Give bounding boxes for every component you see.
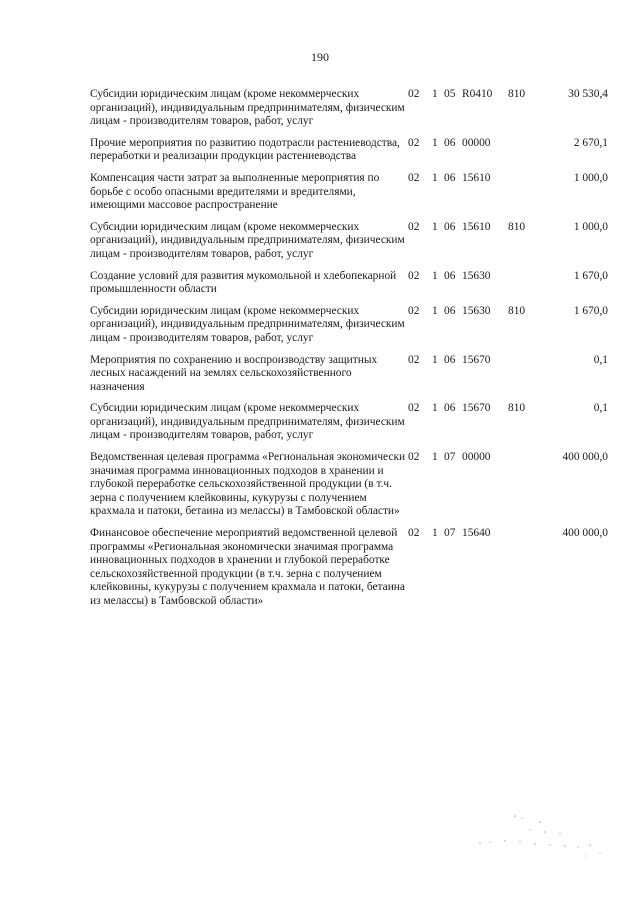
cell-c3: 06 bbox=[444, 136, 456, 149]
cell-c4: 15610 bbox=[462, 171, 491, 184]
cell-c3: 06 bbox=[444, 353, 456, 366]
table-row bbox=[90, 354, 608, 403]
cell-amount: 1 670,0 bbox=[573, 269, 608, 282]
cell-name: Субсидии юридическим лицам (кроме некоммерческих организаций), индивидуальным предпринимателям, физическим лицам - производителям товаров, работ, услуг bbox=[90, 220, 405, 260]
cell-amount: 2 670,1 bbox=[573, 136, 608, 149]
cell-c2: 1 bbox=[432, 88, 438, 100]
cell-c4: 15670 bbox=[462, 402, 491, 415]
cell-c3: 06 bbox=[444, 402, 456, 415]
cell-c1: 02 bbox=[408, 451, 420, 464]
cell-name: Ведомственная целевая программа «Региональная экономически значимая программа инновационных подходов в хранении и глубокой переработке сельскохозяйственной продукции (в т.ч. зерна с получением клейковины, кукурузы с получением крахмала и патоки, бетаина из мелассы) в Тамбовской области» bbox=[90, 451, 406, 518]
cell-c3: 07 bbox=[444, 451, 456, 464]
table-row bbox=[90, 451, 608, 527]
cell-name: Компенсация части затрат за выполненные мероприятия по борьбе с особо опасными вредителями и вредителями, имеющими массовое распространение bbox=[90, 171, 380, 212]
cell-c2: 1 bbox=[432, 304, 438, 317]
cell-c4: R0410 bbox=[462, 88, 493, 100]
cell-vr bbox=[508, 354, 548, 403]
cell-c4: 15670 bbox=[462, 353, 491, 366]
cell-name: Субсидии юридическим лицам (кроме некоммерческих организаций), индивидуальным предпринимателям, физическим лицам - производителям товаров, работ, услуг bbox=[90, 402, 405, 442]
cell-vr bbox=[508, 527, 548, 617]
table-row bbox=[90, 88, 608, 137]
cell-vr bbox=[508, 270, 548, 305]
cell-name: Мероприятия по сохранению и воспроизводству защитных лесных насаждений на землях сельскохозяйственного назначения bbox=[90, 353, 378, 393]
cell-c1: 02 bbox=[408, 304, 420, 317]
cell-c2: 1 bbox=[432, 269, 438, 282]
table-row bbox=[90, 270, 608, 305]
cell-amount: 0,1 bbox=[593, 402, 608, 415]
cell-amount: 1 000,0 bbox=[573, 220, 608, 233]
cell-amount: 400 000,0 bbox=[562, 527, 608, 540]
cell-c3: 06 bbox=[444, 171, 456, 184]
cell-name: Субсидии юридическим лицам (кроме некоммерческих организаций), индивидуальным предпринимателям, физическим лицам - производителям товаров, работ, услуг bbox=[90, 88, 405, 128]
cell-amount: 1 670,0 bbox=[573, 304, 608, 317]
cell-c1: 02 bbox=[408, 220, 420, 233]
cell-vr bbox=[508, 172, 548, 221]
cell-c3: 06 bbox=[444, 269, 456, 282]
cell-c4: 00000 bbox=[462, 451, 491, 464]
cell-c1: 02 bbox=[408, 88, 420, 100]
cell-c2: 1 bbox=[432, 220, 438, 233]
cell-c3: 06 bbox=[444, 304, 456, 317]
page-number: 190 bbox=[311, 50, 329, 64]
scan-marks bbox=[460, 808, 610, 868]
cell-c1: 02 bbox=[408, 353, 420, 366]
cell-c1: 02 bbox=[408, 269, 420, 282]
table-row bbox=[90, 305, 608, 354]
cell-c3: 07 bbox=[444, 527, 456, 540]
cell-vr bbox=[508, 137, 548, 172]
table-row bbox=[90, 172, 608, 221]
cell-amount: 0,1 bbox=[593, 353, 608, 366]
cell-name: Прочие мероприятия по развитию подотрасли растениеводства, переработки и реализации продукции растениеводства bbox=[90, 136, 400, 163]
table-row bbox=[90, 137, 608, 172]
cell-vr: 810 bbox=[508, 220, 526, 233]
cell-amount: 30 530,4 bbox=[568, 88, 608, 100]
cell-c1: 02 bbox=[408, 527, 420, 540]
cell-c2: 1 bbox=[432, 451, 438, 464]
cell-amount: 1 000,0 bbox=[573, 171, 608, 184]
cell-c4: 15630 bbox=[462, 269, 491, 282]
table-row bbox=[90, 527, 608, 617]
cell-vr: 810 bbox=[508, 88, 526, 100]
cell-name: Субсидии юридическим лицам (кроме некоммерческих организаций), индивидуальным предпринимателям, физическим лицам - производителям товаров, работ, услуг bbox=[90, 304, 405, 344]
cell-c1: 02 bbox=[408, 136, 420, 149]
cell-c2: 1 bbox=[432, 527, 438, 540]
table-row bbox=[90, 402, 608, 451]
cell-c2: 1 bbox=[432, 402, 438, 415]
cell-vr: 810 bbox=[508, 402, 526, 415]
cell-c2: 1 bbox=[432, 353, 438, 366]
cell-c1: 02 bbox=[408, 171, 420, 184]
cell-c1: 02 bbox=[408, 402, 420, 415]
cell-name: Создание условий для развития мукомольной и хлебопекарной промышленности области bbox=[90, 269, 397, 296]
cell-c4: 00000 bbox=[462, 136, 491, 149]
cell-c4: 15640 bbox=[462, 527, 491, 540]
cell-c3: 05 bbox=[444, 88, 456, 100]
cell-amount: 400 000,0 bbox=[562, 451, 608, 464]
cell-name: Финансовое обеспечение мероприятий ведомственной целевой программы «Региональная экономически значимая программа инновационных подходов в хранении и глубокой переработке сельскохозяйственной продукции (в т.ч. зерна с получением клейковины, кукурузы с получением крахмала и патоки, бетаина из мелассы) в Тамбовской области» bbox=[90, 527, 405, 607]
cell-c3: 06 bbox=[444, 220, 456, 233]
cell-c2: 1 bbox=[432, 171, 438, 184]
cell-vr bbox=[508, 451, 548, 527]
cell-c2: 1 bbox=[432, 136, 438, 149]
cell-vr: 810 bbox=[508, 304, 526, 317]
cell-c4: 15630 bbox=[462, 304, 491, 317]
budget-table bbox=[90, 88, 608, 617]
table-row bbox=[90, 221, 608, 270]
cell-c4: 15610 bbox=[462, 220, 491, 233]
